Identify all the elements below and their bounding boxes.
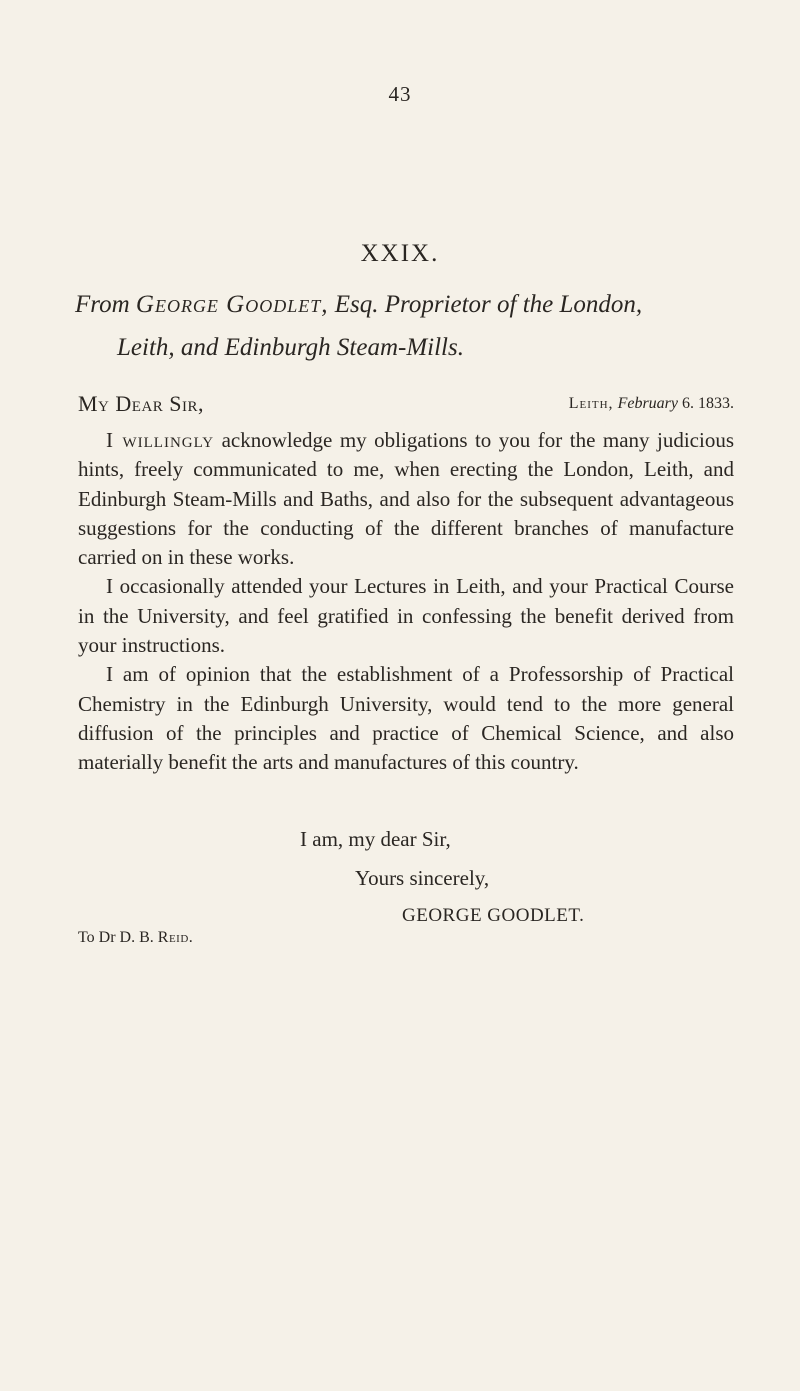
addressee — [78, 929, 193, 947]
place-date — [569, 395, 734, 413]
heading-rest-line1: Esq. Proprietor of the London, — [334, 291, 643, 318]
date-month: February — [617, 395, 678, 412]
closing-line-2: Yours sincerely, — [355, 866, 490, 890]
heading-line-1 — [75, 283, 735, 326]
heading-line-2: Leith, and Edinburgh Steam-Mills. — [117, 334, 464, 361]
date-rest: 6. 1833. — [682, 395, 734, 412]
paragraph-lead: I willingly — [106, 428, 215, 452]
paragraph: I occasionally attended your Lectures in Leith, and your Practical Course in the University, and feel gratified in confessing the benefit derived from your instructions. — [78, 574, 734, 658]
paragraph — [78, 426, 734, 572]
paragraph-text: acknowledge my obligations to you for the many judicious hints, freely communicated to me, when erecting the London, Leith, and Edinburgh Steam-Mills and Baths, and also for the subsequent advantageous suggestions for the conducting of the different branches of manufacture carried on in these works. — [78, 428, 735, 570]
paragraph: I am of opinion that the establishment of a Professorship of Practical Chemistry in the Edinburgh University, would tend to the more general diffusion of the principles and practice of Chemical Science, and also materially benefit the arts and manufactures of this country. — [78, 662, 734, 775]
addressee-name: Reid. — [157, 929, 194, 946]
signature: GEORGE GOODLET. — [402, 905, 585, 926]
letter-heading — [75, 283, 735, 369]
place: Leith, — [568, 395, 614, 412]
salutation-line — [78, 391, 734, 417]
salutation: My Dear Sir, — [78, 391, 205, 416]
heading-from: From — [75, 291, 130, 318]
addressee-prefix: To Dr D. B. — [78, 929, 154, 946]
page-number: 43 — [388, 82, 412, 106]
heading-author-name: George Goodlet, — [135, 291, 329, 318]
letter-body — [78, 426, 734, 778]
letter-numeral: XXIX. — [360, 240, 440, 267]
closing-line-1: I am, my dear Sir, — [300, 827, 451, 851]
